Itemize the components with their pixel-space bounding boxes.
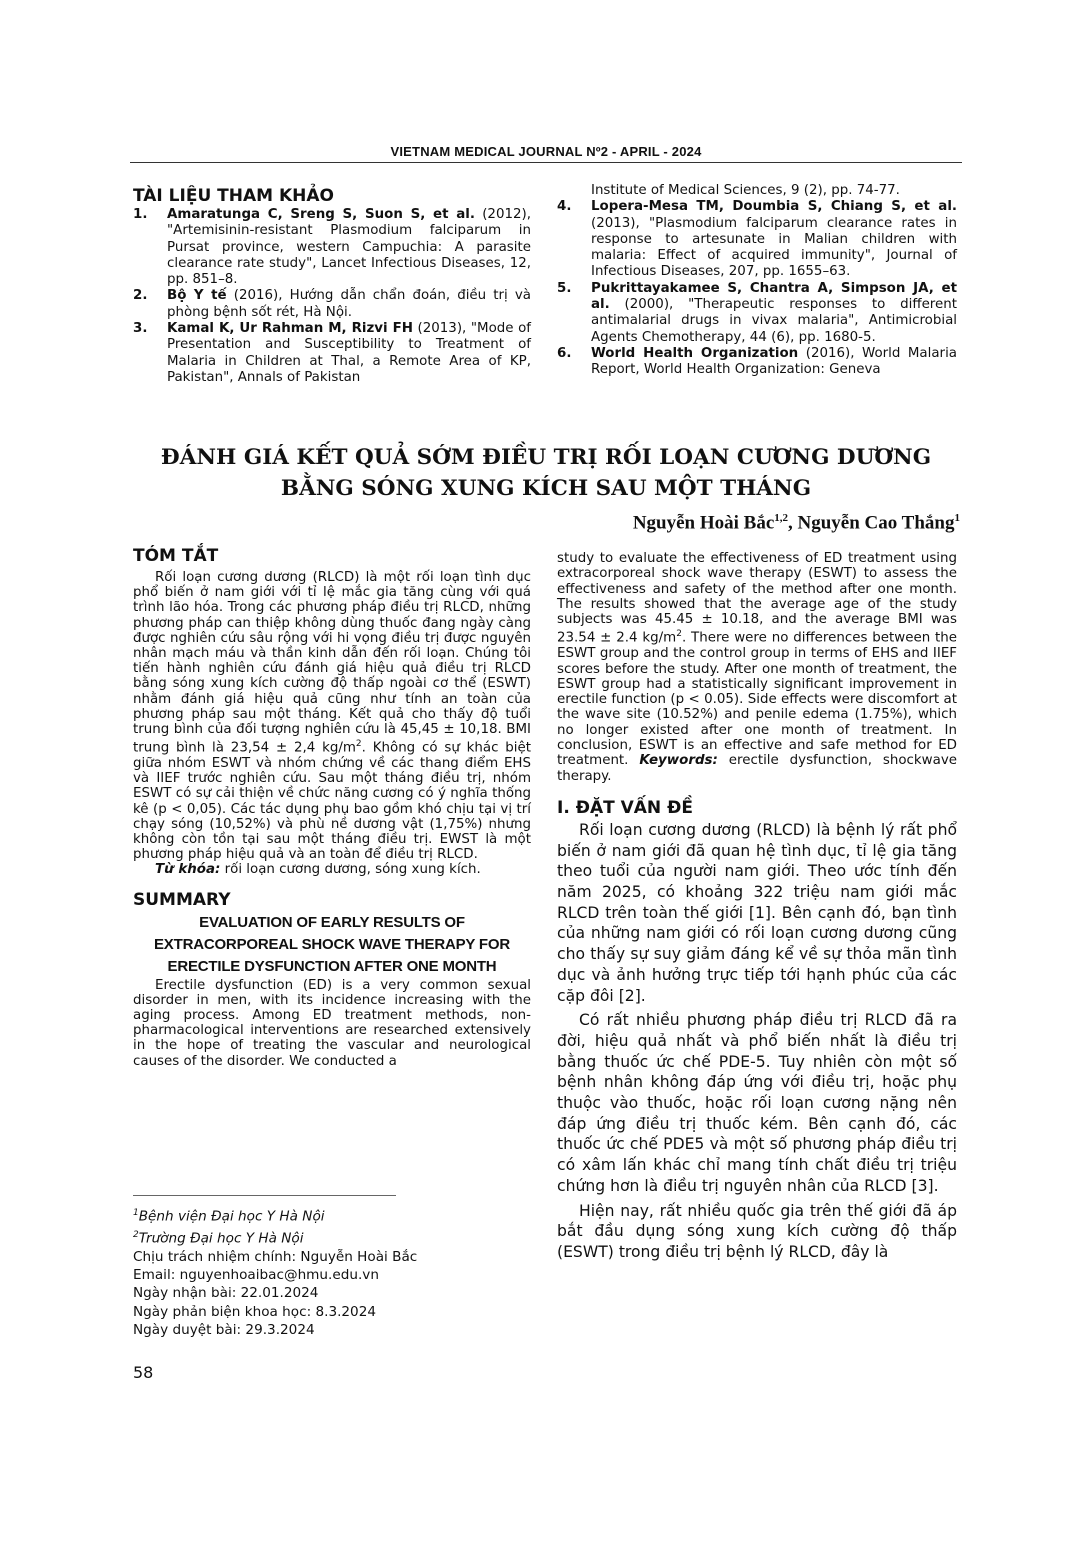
reference-number: 6. <box>557 345 572 361</box>
reference-text: (2013), "Plasmodium falciparum clearance rates in response to artesunate in Malian children with malaria: Effect of acquired immunity", Journal of Infectious Diseases, 207, pp. 1655–63. <box>591 215 957 280</box>
reference-authors: Kamal K, Ur Rahman M, Rizvi FH <box>167 321 413 337</box>
introduction-paragraph: Hiện nay, rất nhiều quốc gia trên thế giới đã áp bắt đầu dụng sóng xung kích cường độ thấp (ESWT) trong điều trị bệnh lý RLCD, đây là <box>557 1201 957 1261</box>
reference-authors: Pukrittayakamee S, Chantra A, Simpson JA, et al. <box>591 280 957 313</box>
introduction-paragraph: Rối loạn cương dương (RLCD) là bệnh lý rất phổ biến ở nam giới đã quan hệ tình dục, tỉ lệ gia tăng theo tuổi của người nam giới. Theo ước tính đến năm 2025, có khoảng 322 triệu nam giới mắc RLCD trên toàn thế giới [1]. Bên cạnh đó, bạn tình của những nam giới có rối loạn cương dương cũng cho thấy sự suy giảm đáng kể về sự thỏa mãn tình dục và ảnh hưởng trực tiếp tới hạnh phúc của các cặp đôi [2]. <box>557 820 957 1005</box>
summary-right-section <box>557 551 957 1263</box>
summary-text: study to evaluate the effectiveness of ED treatment using extracorporeal shock wave therapy (ESWT) to assess the effectiveness and safety of the method after one month. The results showed that the average age of the study subjects was 45.45 ± 10.18, and the average BMI was 23.54 ± 2.4 kg/m <box>557 551 957 646</box>
author-name: Nguyễn Hoài Bắc <box>632 512 775 534</box>
reference-authors: Lopera-Mesa TM, Doumbia S, Chiang S, et al. <box>591 199 957 215</box>
reference-text: (2016), World Malaria Report, World Health Organization: Geneva <box>591 345 957 378</box>
reference-authors: Amaratunga C, Sreng S, Suon S, et al. <box>167 207 475 222</box>
references-heading: TÀI LIỆU THAM KHẢO <box>133 186 334 206</box>
affiliation-marker: 1 <box>133 1208 139 1218</box>
reference-authors: World Health Organization <box>591 345 799 361</box>
introduction-paragraph: Có rất nhiều phương pháp điều trị RLCD đã ra đời, hiệu quả nhất và phổ biến nhất là điều trị bằng thuốc ức chế PDE-5. Tuy nhiên còn một số bệnh nhân không đáp ứng với điều trị, hoặc phụ thuộc vào thuốc, hoặc rối loạn cương nặng nên đáp ứng điều trị thuốc kém. Bên cạnh đó, các thuốc ức chế PDE5 và một số phương pháp điều trị có xâm lấn khác chỉ mang tính chất điều trị triệu chứng hơn là điều trị nguyên nhân của RLCD [3]. <box>557 1011 957 1195</box>
affiliation-text: Trường Đại học Y Hà Nội <box>138 1230 304 1247</box>
affiliation-1 <box>133 1204 417 1226</box>
reference-text: (2012), "Artemisinin-resistant Plasmodium falciparum in Pursat province, western Campuchia: A parasite clearance rate study", Lancet Infectious Diseases, 12, pp. 851–8. <box>167 207 531 288</box>
reference-item <box>133 321 531 386</box>
reference-continuation: Institute of Medical Sciences, 9 (2), pp. 74-77. <box>591 183 900 198</box>
author-name: Nguyễn Cao Thắng <box>797 512 955 534</box>
header-rule <box>130 162 962 163</box>
article-title <box>130 442 962 504</box>
affiliation-text: Bệnh viện Đại học Y Hà Nội <box>138 1208 325 1225</box>
reference-item <box>133 207 531 288</box>
article-title-line-2: BẰNG SÓNG XUNG KÍCH SAU MỘT THÁNG <box>280 476 812 501</box>
article-authors <box>633 512 960 534</box>
superscript: 2 <box>355 739 362 750</box>
keywords-label: Từ khóa: <box>155 862 221 878</box>
reference-authors: Bộ Y tế <box>167 288 227 304</box>
reference-text: (2016), Hướng dẫn chẩn đoán, điều trị và phòng bệnh sốt rét, Hà Nội. <box>167 288 531 320</box>
keywords-label: Keywords: <box>639 753 718 769</box>
running-head: VIETNAM MEDICAL JOURNAL Nº2 - APRIL - 2024 <box>390 144 702 159</box>
reference-item <box>133 288 531 321</box>
date-reviewed: Ngày phản biện khoa học: 8.3.2024 <box>133 1303 377 1320</box>
date-accepted: Ngày duyệt bài: 29.3.2024 <box>133 1321 315 1338</box>
reference-number: 5. <box>557 280 572 296</box>
reference-number: 2. <box>133 288 148 304</box>
summary-title <box>133 912 531 978</box>
summary-title-line: EVALUATION OF EARLY RESULTS OF <box>199 913 465 931</box>
abstract-vi-section <box>133 546 531 1069</box>
reference-number: 3. <box>133 321 148 337</box>
abstract-vi-text: Rối loạn cương dương (RLCD) là một rối loạn tình dục phổ biến ở nam giới với tỉ lệ mắc gia tăng cùng với quá trình lão hóa. Trong các phương pháp điều trị RLCD, những phương pháp can thiệp không dùng thuốc đang ngày càng được nghiên cứu sâu rộng với hi vọng điều trị được nguyên nhân mạch máu và thần kinh dẫn đến rối loạn. Chúng tôi tiến hành nghiên cứu đánh giá hiệu quả điều trị RLCD bằng sóng xung kích cường độ thấp ngoài cơ thể (ESWT) nhằm đánh giá hiệu quả cũng như tính an toàn của phương pháp sau một tháng. Kết quả cho thấy độ tuổi trung bình của đối tượng nghiên cứu là 45,45 ± 10,18. BMI trung bình là 23,54 ± 2,4 kg/m <box>133 570 531 756</box>
reference-text: (2000), "Therapeutic responses to different antimalarial drugs in vivax malaria", Antimicrobial Agents Chemotherapy, 44 (6), pp. 1680-5. <box>591 297 957 345</box>
reference-item <box>557 346 957 379</box>
author-affiliation-marker: 1 <box>954 512 960 524</box>
author-separator: , <box>788 512 798 534</box>
reference-item <box>557 199 957 280</box>
abstract-vi-keywords <box>133 862 531 877</box>
summary-body-right <box>557 551 957 784</box>
page-number: 58 <box>133 1363 154 1382</box>
keywords-text: rối loạn cương dương, sóng xung kích. <box>220 862 481 878</box>
summary-title-line: EXTRACORPOREAL SHOCK WAVE THERAPY FOR <box>154 935 510 953</box>
reference-item <box>557 281 957 346</box>
superscript: 2 <box>676 629 682 640</box>
reference-number: 1. <box>133 207 148 222</box>
footnote-rule <box>133 1195 396 1196</box>
reference-number: 4. <box>557 199 572 215</box>
summary-body-left: Erectile dysfunction (ED) is a very common sexual disorder in men, with its incidence increasing with the aging process. Among ED treatment methods, non-pharmacological interventions are researched extensively in the hope of treating the vascular and neurological causes of the disorder. We conducted a <box>133 977 531 1069</box>
author-affiliation-marker: 1,2 <box>774 512 789 524</box>
abstract-vi-body <box>133 570 531 862</box>
affiliation-marker: 2 <box>133 1229 139 1240</box>
contact-email: Email: nguyenhoaibac@hmu.edu.vn <box>133 1266 379 1283</box>
keywords-text: erectile dysfunction, shockwave therapy. <box>557 753 957 784</box>
date-received: Ngày nhận bài: 22.01.2024 <box>133 1285 319 1302</box>
footnotes <box>133 1204 417 1339</box>
references-left-column <box>133 207 531 386</box>
introduction-heading: I. ĐẶT VẤN ĐỀ <box>557 797 693 818</box>
abstract-vi-heading: TÓM TẮT <box>133 546 219 566</box>
affiliation-2 <box>133 1226 417 1248</box>
corresponding-author: Chịu trách nhiệm chính: Nguyễn Hoài Bắc <box>133 1248 418 1265</box>
reference-text: (2013), "Mode of Presentation and Susceptibility to Treatment of Malaria in Children at Thal, a Remote Area of KP, Pakistan", Annals of Pakistan <box>167 321 531 385</box>
summary-title-line: ERECTILE DYSFUNCTION AFTER ONE MONTH <box>167 957 497 975</box>
summary-text: . There were no differences between the ESWT group and the control group in terms of EHS and IIEF scores before the study. After one month of treatment, the ESWT group had a statistically significant improvement in erectile function (p < 0.05). Side effects were discomfort at the wave site (10.52%) and penile edema (1.75%), which no longer existed after one month of treatment. In conclusion, ESWT is an effective and safe method for ED treatment. <box>557 630 958 769</box>
abstract-vi-text: . Không có sự khác biệt giữa nhóm ESWT và nhóm chứng về các thang điểm EHS và IIEF trước nghiên cứu. Sau một tháng điều trị, nhóm ESWT có sự cải thiện về chức năng cương có ý nghĩa thống kê (p < 0,05). Các tác dụng phụ bao gồm khó chịu tại vị trí chạy sóng (10,52%) và phù nề dương vật (1,75%) nhưng không còn tồn tại sau một tháng điều trị. EWST là một phương pháp hiệu quả và an toàn để điều trị RLCD. <box>133 740 531 863</box>
article-title-line-1: ĐÁNH GIÁ KẾT QUẢ SỚM ĐIỀU TRỊ RỐI LOẠN CƯƠNG DƯƠNG <box>160 445 932 470</box>
references-right-column <box>557 183 957 379</box>
summary-heading: SUMMARY <box>133 889 231 910</box>
